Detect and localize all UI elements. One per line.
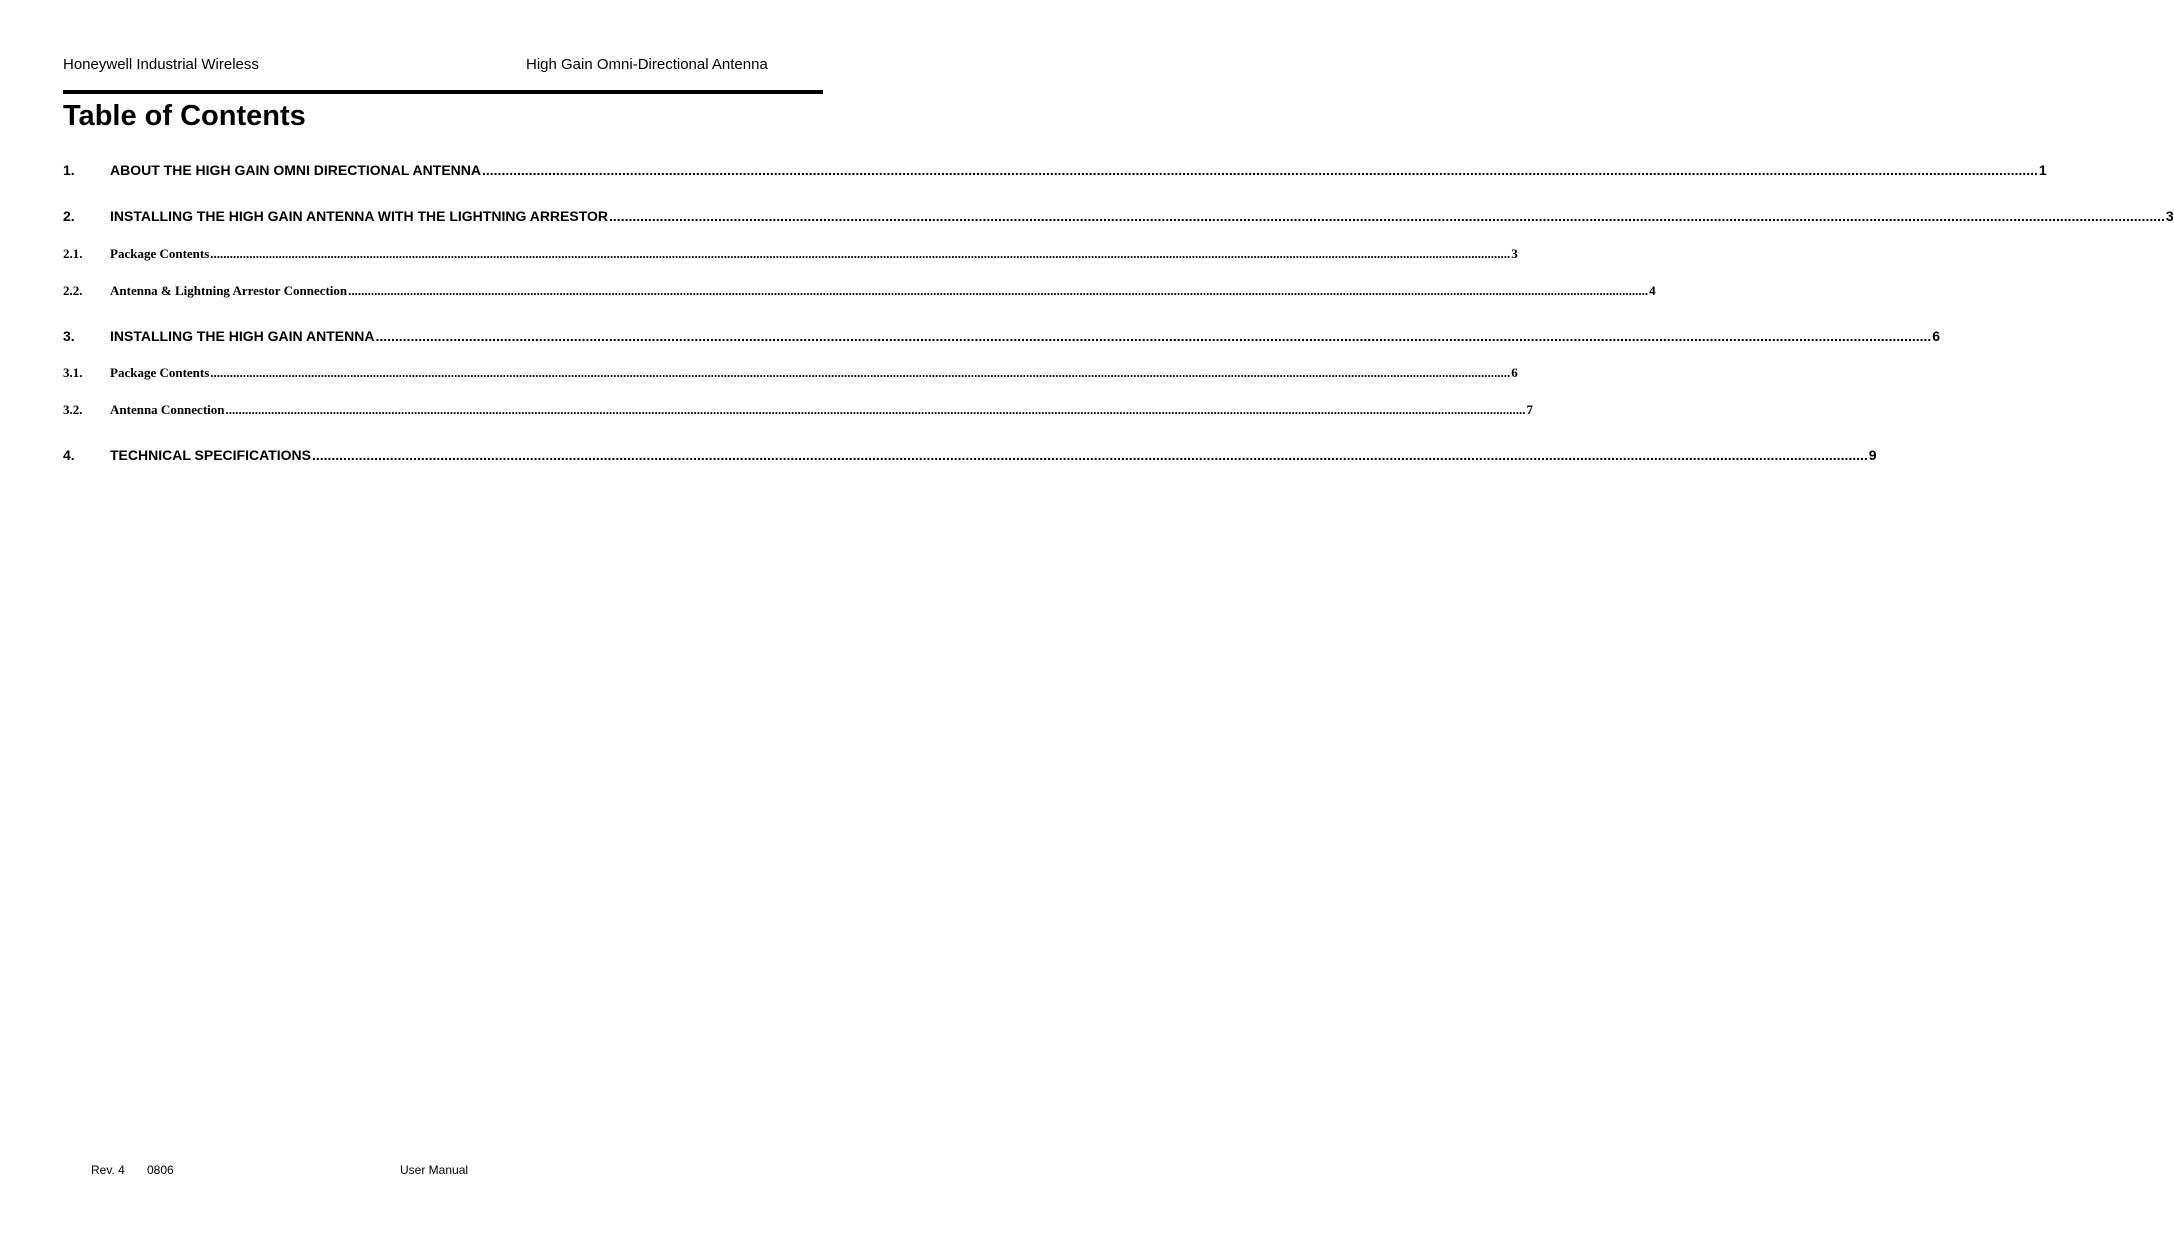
toc-leader-dots: ................................................................................................................................................................................................................................................................................................................................................................................................................ [609,208,2165,224]
toc-leader-dots: ................................................................................................................................................................................................................................................................................................................................................................................................................ [348,283,1649,298]
toc-leader-dots: ................................................................................................................................................................................................................................................................................................................................................................................................................ [482,162,2038,178]
toc-entry-page: 7 [1526,402,1533,417]
toc-entry-3-2[interactable] [63,402,1533,418]
toc-entry-label: Package Contents [110,246,210,261]
toc-entry-label: INSTALLING THE HIGH GAIN ANTENNA [110,328,375,344]
toc-entry-2[interactable] [63,208,2174,224]
toc-entry-page: 1 [2038,162,2047,178]
page-title: Table of Contents [63,100,306,132]
toc-entry-3-1[interactable] [63,365,1518,381]
toc-entry-page: 9 [1868,447,1877,463]
toc-entry-4[interactable] [63,447,1877,463]
toc-entry-3[interactable] [63,328,1941,344]
toc-entry-1[interactable] [63,162,2047,178]
toc-entry-page: 3 [2165,208,2174,224]
toc-entry-number: 1. [63,162,75,178]
toc-entry-label: Package Contents [110,365,210,380]
toc-entry-number: 3. [63,328,75,344]
toc-entry-number: 3.1. [63,365,83,380]
toc-entry-label: INSTALLING THE HIGH GAIN ANTENNA WITH THE LIGHTNING ARRESTOR [110,208,609,224]
header-company: Honeywell Industrial Wireless [63,56,259,73]
toc-leader-dots: ................................................................................................................................................................................................................................................................................................................................................................................................................ [210,246,1511,261]
toc-entry-label: Antenna Connection [110,402,225,417]
toc-entry-label: TECHNICAL SPECIFICATIONS [110,447,311,463]
toc-leader-dots: ................................................................................................................................................................................................................................................................................................................................................................................................................ [375,328,1932,344]
toc-leader-dots: ................................................................................................................................................................................................................................................................................................................................................................................................................ [311,447,1868,463]
footer-document-type: User Manual [400,1163,469,1177]
toc-entry-number: 4. [63,447,75,463]
toc-entry-2-1[interactable] [63,246,1518,262]
toc-entry-2-2[interactable] [63,283,1656,299]
toc-entry-page: 3 [1511,246,1518,261]
toc-entry-label: ABOUT THE HIGH GAIN OMNI DIRECTIONAL ANTENNA [110,162,481,178]
toc-entry-number: 3.2. [63,402,83,417]
toc-entry-number: 2.1. [63,246,83,261]
toc-leader-dots: ................................................................................................................................................................................................................................................................................................................................................................................................................ [225,402,1526,417]
toc-entry-number: 2.2. [63,283,83,298]
toc-leader-dots: ................................................................................................................................................................................................................................................................................................................................................................................................................ [210,365,1511,380]
toc-entry-page: 4 [1649,283,1656,298]
toc-entry-page: 6 [1511,365,1518,380]
footer-date: 0806 [147,1163,174,1177]
toc-entry-page: 6 [1932,328,1941,344]
toc-entry-label: Antenna & Lightning Arrestor Connection [110,283,348,298]
header-document-title: High Gain Omni-Directional Antenna [526,56,768,73]
footer-revision: Rev. 4 [91,1163,125,1177]
toc-entry-number: 2. [63,208,75,224]
header-rule [63,90,823,94]
